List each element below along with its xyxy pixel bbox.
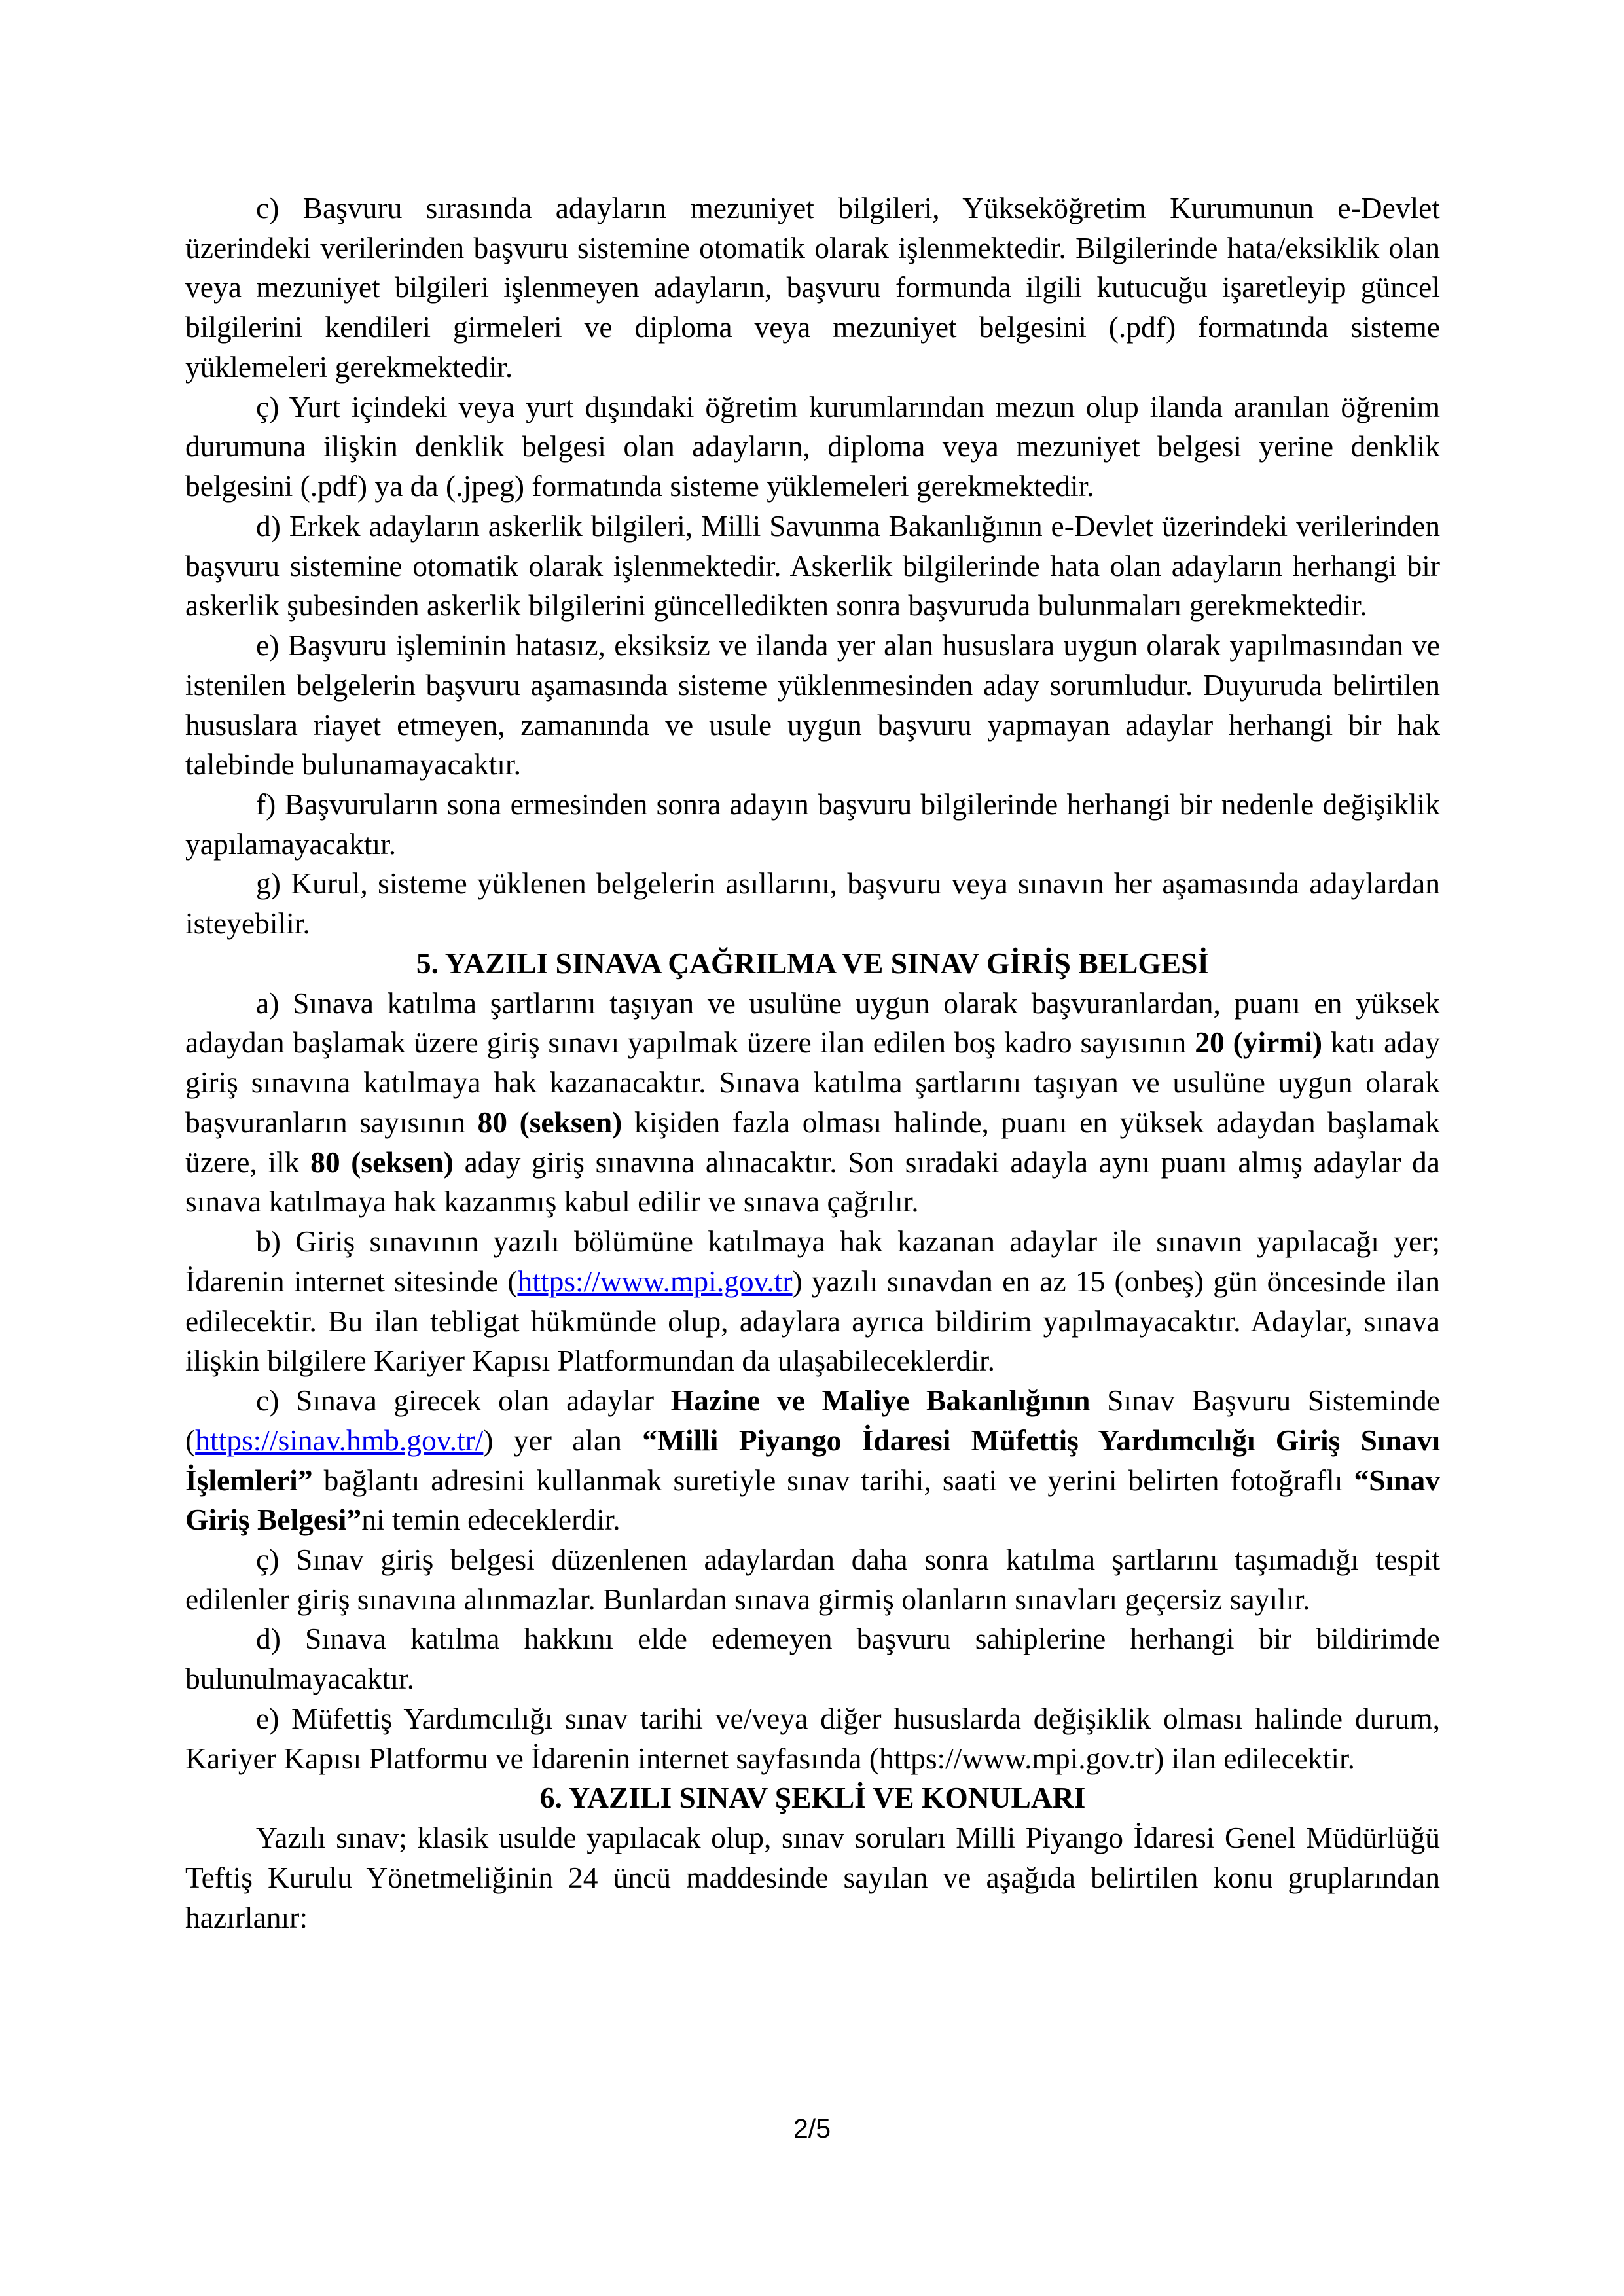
paragraph-5a-text-3: kişiden fazla olması halinde, puanı en yüksek adaydan başlamak üzere, ilk xyxy=(185,1105,1440,1179)
paragraph-5a-text-4: aday giriş sınavına alınacaktır. Son sıradaki adayla aynı puanı almış adaylar da sınava katılmaya hak kazanmış kabul edilir ve sınava çağrılır. xyxy=(185,1145,1440,1219)
paragraph-g-text: g) Kurul, sisteme yüklenen belgelerin asıllarını, başvuru veya sınavın her aşamasında adaylardan isteyebilir. xyxy=(185,867,1440,941)
paragraph-5a-text-2: katı aday giriş sınavına katılmaya hak kazanacaktır. Sınava katılma şartlarını taşıyan ve usulüne uygun olarak başvuranların sayısının xyxy=(185,1026,1441,1139)
paragraph-5c-text-5: ni temin edeceklerdir. xyxy=(361,1503,621,1537)
paragraph-5d-text: d) Sınava katılma hakkını elde edemeyen başvuru sahiplerine herhangi bir bildirimde bulunulmayacaktır. xyxy=(185,1622,1440,1696)
section-heading-6-text: 6. YAZILI SINAV ŞEKLİ VE KONULARI xyxy=(539,1781,1086,1815)
paragraph-d-text: d) Erkek adayların askerlik bilgileri, Milli Savunma Bakanlığının e-Devlet üzerindeki verilerinden başvuru sistemine otomatik olarak işlenmektedir. Askerlik bilgilerinde hata olan adayların herhangi bir askerlik şubesinden askerlik bilgilerini güncelledikten sonra başvuruda bulunmaları gerekmektedir. xyxy=(185,509,1440,622)
paragraph-c-cedilla-text: ç) Yurt içindeki veya yurt dışındaki öğretim kurumlarından mezun olup ilanda aranılan öğrenim durumuna ilişkin denklik belgesi olan adayların, diploma veya mezuniyet belgesi yerine denklik belgesini (.pdf) ya da (.jpeg) formatında sisteme yüklemeleri gerekmektedir. xyxy=(185,389,1440,503)
paragraph-c xyxy=(185,188,1440,387)
link-mpi-website[interactable]: https://www.mpi.gov.tr xyxy=(517,1264,793,1298)
paragraph-5a-text-1: a) Sınava katılma şartlarını taşıyan ve usulüne uygun olarak başvuranlardan, puanı en yüksek adaydan başlamak üzere giriş sınavı yapılmak üzere ilan edilen boş kadro sayısının xyxy=(185,986,1440,1060)
paragraph-6-intro xyxy=(185,1818,1440,1937)
paragraph-5e xyxy=(185,1699,1440,1778)
paragraph-g xyxy=(185,864,1440,943)
paragraph-5c-bold-ministry: Hazine ve Maliye Bakanlığının xyxy=(670,1384,1091,1418)
paragraph-5a-bold-quota-multiplier: 20 (yirmi) xyxy=(1195,1026,1323,1060)
paragraph-f xyxy=(185,785,1440,864)
link-hmb-exam-system[interactable]: https://sinav.hmb.gov.tr/ xyxy=(195,1423,484,1457)
section-heading-6 xyxy=(185,1778,1440,1818)
paragraph-5c-text-3: ) yer alan xyxy=(483,1423,643,1457)
paragraph-c-cedilla xyxy=(185,387,1440,507)
paragraph-e xyxy=(185,626,1440,785)
paragraph-5a xyxy=(185,984,1440,1222)
paragraph-5e-text-2: ) ilan edilecektir. xyxy=(1154,1741,1356,1775)
paragraph-5c-text-4: bağlantı adresini kullanmak suretiyle sınav tarihi, saati ve yerini belirten fotoğraflı xyxy=(312,1463,1354,1497)
url-mpi-website-plain: https://www.mpi.gov.tr xyxy=(879,1741,1155,1775)
paragraph-5b xyxy=(185,1222,1440,1381)
paragraph-e-text: e) Başvuru işleminin hatasız, eksiksiz ve ilanda yer alan hususlara uygun olarak yapılmasından ve istenilen belgelerin başvuru aşamasında sisteme yüklenmesinden aday sorumludur. Duyuruda belirtilen hususlara riayet etmeyen, zamanında ve usule uygun başvuru yapmayan adaylar herhangi bir hak talebinde bulunamayacaktır. xyxy=(185,628,1440,781)
paragraph-5b-text-2: ) yazılı sınavdan en az 15 (onbeş) gün öncesinde ilan edilecektir. Bu ilan tebligat hükmünde olup, adaylara ayrıca bildirim yapılmayacaktır. Adaylar, sınava ilişkin bilgilere Kariyer Kapısı Platformundan da ulaşabileceklerdir. xyxy=(185,1264,1440,1378)
paragraph-d xyxy=(185,507,1440,626)
paragraph-6-intro-text: Yazılı sınav; klasik usulde yapılacak olup, sınav soruları Milli Piyango İdaresi Genel Müdürlüğü Teftiş Kurulu Yönetmeliğinin 24 üncü maddesinde sayılan ve aşağıda belirtilen konu gruplarından hazırlanır: xyxy=(185,1821,1440,1934)
section-heading-5 xyxy=(185,944,1440,984)
paragraph-5c-text-1: c) Sınava girecek olan adaylar xyxy=(256,1384,671,1418)
paragraph-5c-bold-entry-document: “Sınav Giriş Belgesi” xyxy=(185,1463,1440,1537)
paragraph-5a-bold-threshold-1: 80 (seksen) xyxy=(477,1105,623,1139)
paragraph-5c-text-2: Sınav Başvuru Sisteminde ( xyxy=(185,1384,1441,1457)
page-number-footer xyxy=(0,2115,1624,2142)
paragraph-5c-cedilla xyxy=(185,1540,1440,1619)
paragraph-f-text: f) Başvuruların sona ermesinden sonra adayın başvuru bilgilerinde herhangi bir nedenle değişiklik yapılamayacaktır. xyxy=(185,787,1440,861)
paragraph-5c xyxy=(185,1381,1440,1540)
section-heading-5-text: 5. YAZILI SINAVA ÇAĞRILMA VE SINAV GİRİŞ BELGESİ xyxy=(416,946,1210,980)
page-number: 2/5 xyxy=(793,2113,831,2144)
page-content xyxy=(185,188,1440,1937)
paragraph-5c-bold-exam-link-title: “Milli Piyango İdaresi Müfettiş Yardımcılığı Giriş Sınavı İşlemleri” xyxy=(185,1423,1441,1497)
paragraph-5d xyxy=(185,1619,1440,1698)
paragraph-c-text: c) Başvuru sırasında adayların mezuniyet bilgileri, Yükseköğretim Kurumunun e-Devlet üzerindeki verilerinden başvuru sistemine otomatik olarak işlenmektedir. Bilgilerinde hata/eksiklik olan veya mezuniyet bilgileri işlenmeyen adayların, başvuru formunda ilgili kutucuğu işaretleyip güncel bilgilerini kendileri girmeleri ve diploma veya mezuniyet belgesini (.pdf) formatında sisteme yüklemeleri gerekmektedir. xyxy=(185,191,1440,384)
paragraph-5c-cedilla-text: ç) Sınav giriş belgesi düzenlenen adaylardan daha sonra katılma şartlarını taşımadığı tespit edilenler giriş sınavına alınmazlar. Bunlardan sınava girmiş olanların sınavları geçersiz sayılır. xyxy=(185,1542,1440,1616)
paragraph-5e-text-1: e) Müfettiş Yardımcılığı sınav tarihi ve/veya diğer hususlarda değişiklik olması halinde durum, Kariyer Kapısı Platformu ve İdarenin internet sayfasında ( xyxy=(185,1701,1440,1775)
paragraph-5a-bold-threshold-2: 80 (seksen) xyxy=(310,1145,454,1179)
paragraph-5b-text-1: b) Giriş sınavının yazılı bölümüne katılmaya hak kazanan adaylar ile sınavın yapılacağı yer; İdarenin internet sitesinde ( xyxy=(185,1225,1440,1298)
